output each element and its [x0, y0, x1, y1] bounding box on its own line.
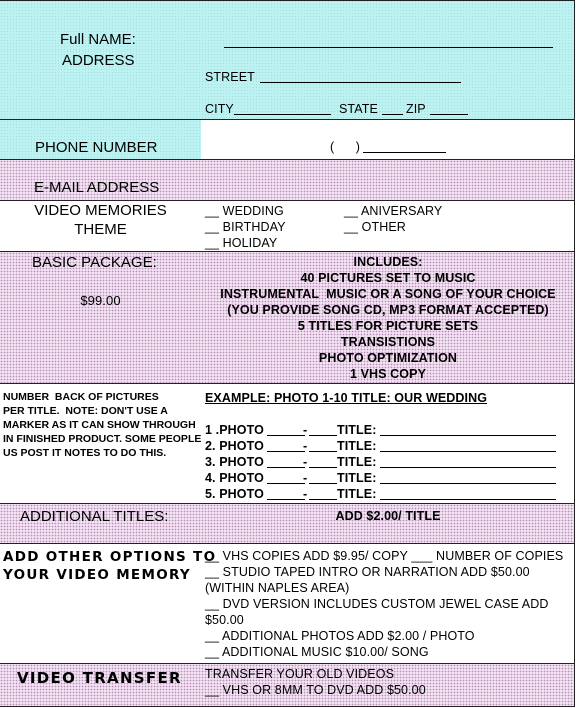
package-include-line: 40 PICTURES SET TO MUSIC [300, 271, 476, 285]
title-label: TITLE: [337, 471, 377, 485]
package-include-line: (YOU PROVIDE SONG CD, MP3 FORMAT ACCEPTED) [227, 303, 549, 317]
divider [0, 251, 575, 252]
title-input-line[interactable] [380, 483, 556, 484]
address-label: ADDRESS [62, 52, 135, 69]
photo-from-line[interactable] [267, 435, 305, 436]
title-row [205, 422, 565, 438]
state-input-line[interactable] [382, 114, 403, 115]
title-input-line[interactable] [380, 499, 556, 500]
photo-from-line[interactable] [267, 451, 305, 452]
titles-note-line: IN FINISHED PRODUCT. SOME PEOPLE [3, 433, 202, 445]
divider [0, 706, 575, 707]
divider [0, 159, 575, 160]
photo-from-line[interactable] [267, 467, 305, 468]
theme-option-birthday[interactable]: __ BIRTHDAY [205, 220, 286, 234]
option-studio-intro[interactable]: __ STUDIO TAPED INTRO OR NARRATION ADD $50.00 [205, 565, 530, 579]
titles-note-line: NUMBER BACK OF PICTURES [3, 391, 159, 403]
zip-label: ZIP [406, 102, 426, 116]
title-label: TITLE: [337, 439, 377, 453]
full-name-label: Full NAME: [60, 31, 136, 48]
title-input-line[interactable] [380, 467, 556, 468]
title-row [205, 438, 565, 454]
email-label: E-MAIL ADDRESS [34, 179, 160, 196]
title-input-line[interactable] [380, 435, 556, 436]
photo-dash: - [303, 455, 308, 469]
titles-note-line: US POST IT NOTES TO DO THIS. [3, 447, 167, 459]
option-vhs-copies[interactable]: __ VHS COPIES ADD $9.95/ COPY ___ NUMBER OF COPIES [205, 549, 564, 563]
photo-dash: - [303, 471, 308, 485]
photo-to-line[interactable] [309, 451, 337, 452]
divider [0, 0, 575, 1]
title-label: TITLE: [337, 455, 377, 469]
other-options-label-line2: YOUR VIDEO MEMORY [3, 567, 192, 583]
city-input-line[interactable] [234, 114, 331, 115]
package-include-line: INCLUDES: [353, 255, 423, 269]
phone-label: PHONE NUMBER [35, 139, 158, 156]
photo-label: 3. PHOTO [205, 455, 264, 469]
street-input-line[interactable] [260, 82, 461, 83]
basic-package-label: BASIC PACKAGE: [32, 254, 157, 271]
divider [0, 119, 575, 120]
titles-example: EXAMPLE: PHOTO 1-10 TITLE: OUR WEDDING [205, 391, 488, 405]
theme-option-aniversary[interactable]: __ ANIVERSARY [344, 204, 443, 218]
theme-option-holiday[interactable]: __ HOLIDAY [205, 236, 278, 250]
photo-label: 2. PHOTO [205, 439, 264, 453]
title-label: TITLE: [337, 487, 377, 501]
video-transfer-label: VIDEO TRANSFER [17, 669, 182, 687]
photo-label: 5. PHOTO [205, 487, 264, 501]
photo-to-line[interactable] [309, 483, 337, 484]
option-studio-note: (WITHIN NAPLES AREA) [205, 581, 350, 595]
photo-from-line[interactable] [267, 483, 305, 484]
additional-titles-label: ADDITIONAL TITLES: [20, 508, 169, 525]
titles-note-line: MARKER AS IT CAN SHOW THROUGH [3, 419, 196, 431]
theme-label: VIDEO MEMORIES [34, 202, 167, 219]
street-label: STREET [205, 70, 255, 84]
photo-to-line[interactable] [309, 467, 337, 468]
divider [0, 663, 575, 664]
full-name-input-line[interactable] [224, 47, 553, 48]
title-row [205, 470, 565, 486]
photo-dash: - [303, 439, 308, 453]
title-input-line[interactable] [380, 451, 556, 452]
package-include-line: PHOTO OPTIMIZATION [318, 351, 458, 365]
option-additional-music[interactable]: __ ADDITIONAL MUSIC $10.00/ SONG [205, 645, 429, 659]
package-include-line: INSTRUMENTAL MUSIC OR A SONG OF YOUR CHOICE [220, 287, 556, 301]
phone-input-line[interactable] [363, 152, 446, 153]
zip-input-line[interactable] [430, 114, 468, 115]
photo-to-line[interactable] [309, 435, 337, 436]
title-label: TITLE: [337, 423, 377, 437]
photo-dash: - [303, 487, 308, 501]
photo-dash: - [303, 423, 308, 437]
phone-format: ( ) [330, 140, 360, 154]
photo-from-line[interactable] [267, 499, 305, 500]
package-include-line: TRANSISTIONS [340, 335, 436, 349]
divider [0, 503, 575, 504]
additional-titles-price: ADD $2.00/ TITLE [335, 509, 441, 523]
option-vhs-to-dvd[interactable]: __ VHS OR 8MM TO DVD ADD $50.00 [205, 683, 426, 697]
option-dvd-price: $50.00 [205, 613, 244, 627]
video-transfer-line: TRANSFER YOUR OLD VIDEOS [205, 667, 395, 681]
divider [0, 200, 575, 201]
other-options-label: ADD OTHER OPTIONS TO [3, 549, 217, 565]
state-label: STATE [339, 102, 378, 116]
basic-package-price: $99.00 [80, 293, 121, 308]
city-label: CITY [205, 102, 234, 116]
photo-label: 4. PHOTO [205, 471, 264, 485]
theme-option-other[interactable]: __ OTHER [344, 220, 406, 234]
package-include-line: 1 VHS COPY [349, 367, 427, 381]
package-include-line: 5 TITLES FOR PICTURE SETS [297, 319, 479, 333]
titles-note-line: PER TITLE. NOTE: DON'T USE A [3, 405, 168, 417]
theme-option-wedding[interactable]: __ WEDDING [205, 204, 284, 218]
title-row [205, 486, 565, 502]
divider [0, 383, 575, 384]
option-dvd-version[interactable]: __ DVD VERSION INCLUDES CUSTOM JEWEL CASE ADD [205, 597, 549, 611]
photo-label: 1 .PHOTO [205, 423, 264, 437]
title-row [205, 454, 565, 470]
photo-to-line[interactable] [309, 499, 337, 500]
theme-label-line2: THEME [74, 221, 127, 238]
divider [0, 543, 575, 544]
option-additional-photos[interactable]: __ ADDITIONAL PHOTOS ADD $2.00 / PHOTO [205, 629, 475, 643]
